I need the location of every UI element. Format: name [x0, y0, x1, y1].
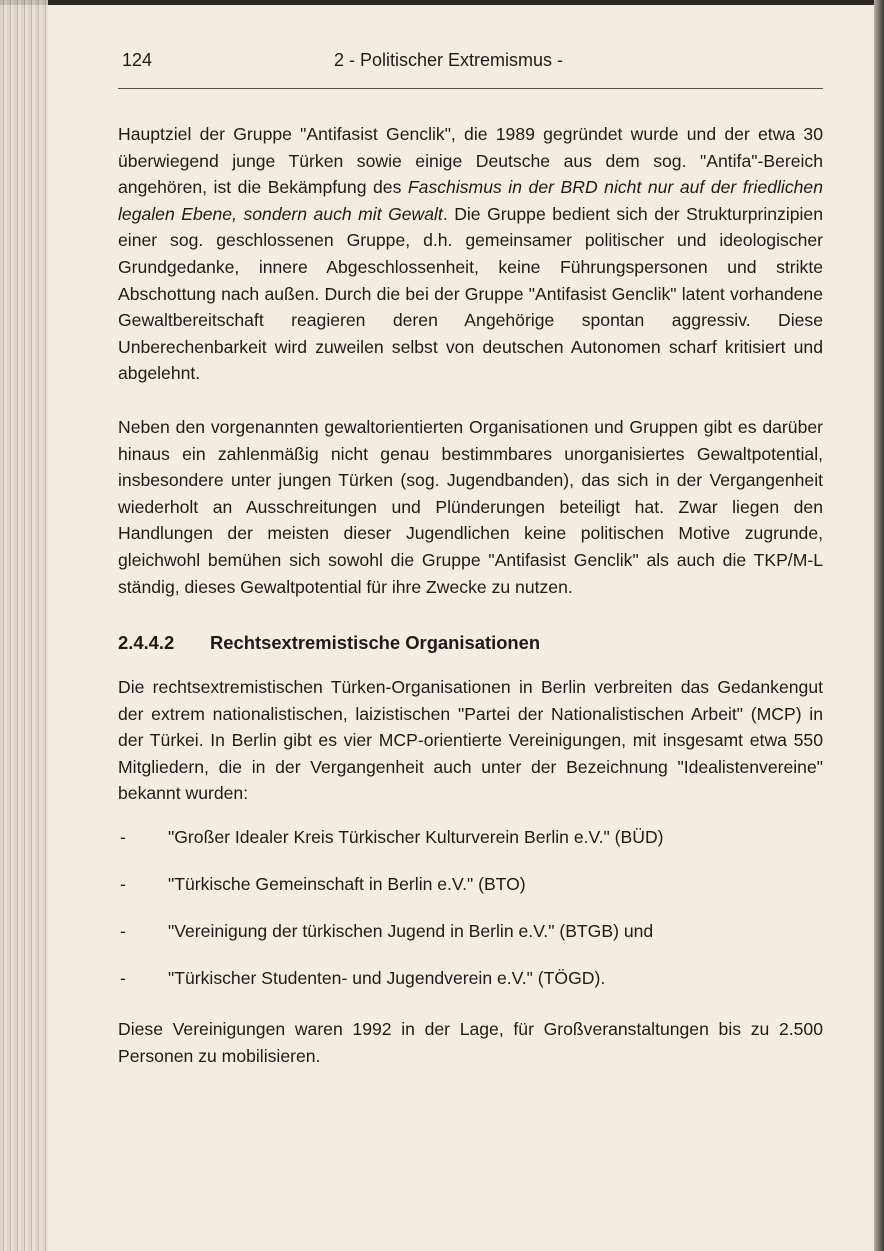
list-bullet: -	[120, 968, 126, 989]
page-number: 124	[122, 50, 153, 70]
list-bullet: -	[120, 827, 126, 848]
list-item-text: "Türkischer Studenten- und Jugendverein e.V." (TÖGD).	[168, 968, 606, 989]
section-number: 2.4.4.2	[118, 632, 175, 654]
list-bullet: -	[120, 874, 126, 895]
list-item	[118, 968, 823, 994]
paragraph-1-text-b: . Die Gruppe bedient sich der Strukturprinzipien einer sog. geschlossenen Gruppe, d.h. gemeinsamer politischer und ideologischer Grundgedanke, innere Abgeschlossenheit, keine Führungspersonen und strikte Abschottung nach außen. Durch die bei der Gruppe "Antifasist Genclik" latent vorhandene Gewaltbereitschaft reagieren deren Angehörige spontan aggressiv. Diese Unberechenbarkeit wird zuweilen selbst von deutschen Autonomen scharf kritisiert und abgelehnt.	[118, 203, 823, 384]
running-head: 2 - Politischer Extremismus -	[334, 50, 564, 70]
section-title: Rechtsextremistische Organisationen	[210, 632, 541, 654]
paragraph-antifasist-genclik	[118, 121, 823, 387]
page-header	[118, 50, 823, 80]
header-rule	[118, 88, 823, 89]
list-bullet: -	[120, 921, 126, 942]
document-page	[118, 50, 823, 1069]
section-heading	[118, 632, 823, 658]
list-item-text: "Türkische Gemeinschaft in Berlin e.V." (BTO)	[168, 874, 526, 895]
page-right-edge	[874, 0, 884, 1251]
list-item	[118, 921, 823, 947]
paragraph-rechtsextremistisch: Die rechtsextremistischen Türken-Organisationen in Berlin verbreiten das Gedankengut der extrem nationalistischen, laizistischen "Partei der Nationalistischen Arbeit" (MCP) in der Türkei. In Berlin gibt es vier MCP-orientierte Vereinigungen, mit insgesamt etwa 550 Mitgliedern, die in der Vergangenheit auch unter der Bezeichnung "Idealistenvereine" bekannt wurden:	[118, 677, 823, 804]
list-item-text: "Großer Idealer Kreis Türkischer Kulturverein Berlin e.V." (BÜD)	[168, 827, 664, 848]
paragraph-1-italic-quote: Faschismus in der BRD nicht nur auf der friedlichen legalen Ebene, sondern auch mit Gewalt	[118, 177, 823, 224]
paragraph-1-text-a: Hauptziel der Gruppe "Antifasist Genclik", die 1989 gegründet wurde und der etwa 30 überwiegend junge Türken sowie einige Deutsche aus dem sog. "Antifa"-Bereich angehören, ist die Bekämpfung des	[118, 124, 823, 198]
organisation-list	[118, 827, 823, 994]
list-item-text: "Vereinigung der türkischen Jugend in Berlin e.V." (BTGB) und	[168, 921, 654, 942]
book-spine-edge	[0, 0, 48, 1251]
list-item	[118, 827, 823, 853]
list-item	[118, 874, 823, 900]
paragraph-gewaltpotential: Neben den vorgenannten gewaltorientierten Organisationen und Gruppen gibt es darüber hinaus ein zahlenmäßig nicht genau bestimmbares unorganisiertes Gewaltpotential, insbesondere unter jungen Türken (sog. Jugendbanden), das sich in der Vergangenheit wiederholt an Ausschreitungen und Plünderungen beteiligt hat. Zwar liegen den Handlungen der meisten dieser Jugendlichen keine politischen Motive zugrunde, gleichwohl bemühen sich sowohl die Gruppe "Antifasist Genclik" als auch die TKP/M-L ständig, dieses Gewaltpotential für ihre Zwecke zu nutzen.	[118, 416, 823, 597]
paragraph-mobilisierung: Diese Vereinigungen waren 1992 in der Lage, für Großveranstaltungen bis zu 2.500 Personen zu mobilisieren.	[118, 1019, 823, 1066]
page-top-edge	[0, 0, 884, 5]
